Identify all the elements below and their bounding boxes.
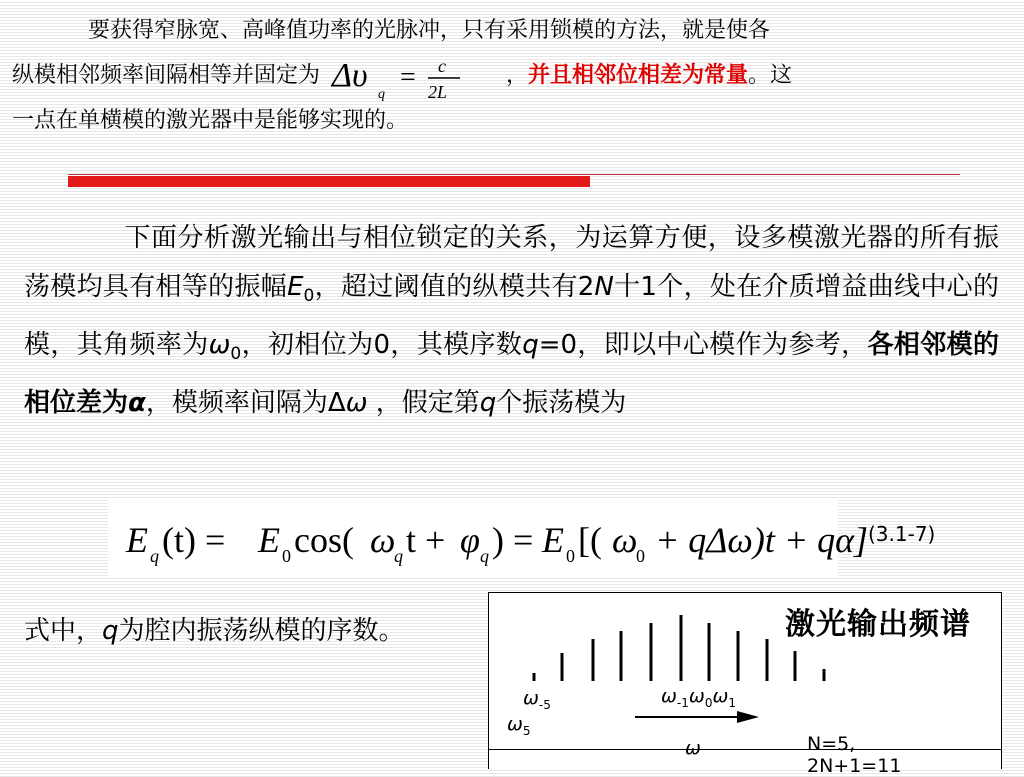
eq-omega-q: ω <box>370 520 396 560</box>
bold-phase-difference: 各相邻模的相位差为 <box>24 330 999 418</box>
intro-line-2: 纵模相邻频率间隔相等并固定为 Δυ q = c 2L ，并且相邻位相差为常量。这 <box>12 52 1002 100</box>
frequency-axis-label: ω <box>685 737 701 759</box>
formula-denominator: 2L <box>428 82 448 102</box>
label-omega-center: $\omega_{-1}\omega_0\omega_1$ <box>661 685 737 710</box>
divider-red-bar <box>68 176 590 187</box>
equation-number: (3.1-7) <box>868 522 936 546</box>
eq-part5: + qΔω)t + qα] <box>646 520 869 560</box>
eq-omega0: ω <box>612 520 638 560</box>
laser-output-spectrum <box>488 592 1002 777</box>
mode-count-note: N=5, 2N+1=11 <box>807 733 902 777</box>
formula-numerator: c <box>438 56 447 76</box>
eq-Eq: E <box>126 520 148 560</box>
formula-lhs-sub: q <box>378 87 386 102</box>
spectrum-divider <box>489 749 1001 750</box>
analysis-paragraph: 下面分析激光输出与相位锁定的关系，为运算方便，设多模激光器的所有振荡模均具有相等的振幅$E_0$，超过阈值的纵模共有2N十1个，处在介质增益曲线中心的模，其角频率为$\omega_0$，初相位为0，其模序数q=0，即以中心模作为参考，各相邻模的相位差为α，模频率间隔为Δω ，假定第q个振荡模为 <box>24 223 999 418</box>
eq-E0: E <box>258 520 280 560</box>
eq-bracket: [( <box>578 520 602 560</box>
intro-line-1: 要获得窄脉宽、高峰值功率的光脉冲，只有采用锁模的方法，就是使各 <box>88 18 771 43</box>
spectrum-lines-svg <box>489 593 1001 769</box>
eq-E0b: E <box>542 520 564 560</box>
label-omega-minus5: $\omega_{-5}$ <box>523 687 551 712</box>
equation-box <box>108 500 869 576</box>
eq-omega-q-sub: q <box>394 546 403 566</box>
mode-spacing-formula-svg <box>328 52 498 100</box>
eq-part1: (t) = <box>162 520 235 560</box>
eq-E0-sub: 0 <box>282 546 291 566</box>
divider-thin-line <box>68 174 960 175</box>
eq-phi: φ <box>460 520 480 560</box>
eq-Eq-sub: q <box>150 546 159 566</box>
where-clause: 式中，q为腔内振荡纵模的序数。 <box>24 616 405 646</box>
label-omega-5: $\omega_5$ <box>507 713 531 738</box>
arrow-head <box>737 711 759 723</box>
formula-lhs: Δυ <box>332 57 368 94</box>
eq-cos: cos( <box>294 520 354 560</box>
spectrum-title: 激光输出频谱 <box>785 607 971 642</box>
intro-line-3: 一点在单横模的激光器中是能够实现的。 <box>12 108 409 133</box>
highlight-constant-phase: 并且相邻位相差为常量 <box>528 63 749 88</box>
eq-part3: ) = <box>492 520 543 560</box>
eq-part2: t + <box>406 520 455 560</box>
spectral-lines <box>534 615 824 681</box>
intro-text <box>12 10 1002 142</box>
eq-phi-sub: q <box>480 546 489 566</box>
formula-equals: = <box>400 62 416 93</box>
eq-E0b-sub: 0 <box>566 546 575 566</box>
eq-omega0-sub: 0 <box>636 546 645 566</box>
mode-spacing-formula <box>328 52 498 100</box>
equation-svg <box>108 500 869 576</box>
